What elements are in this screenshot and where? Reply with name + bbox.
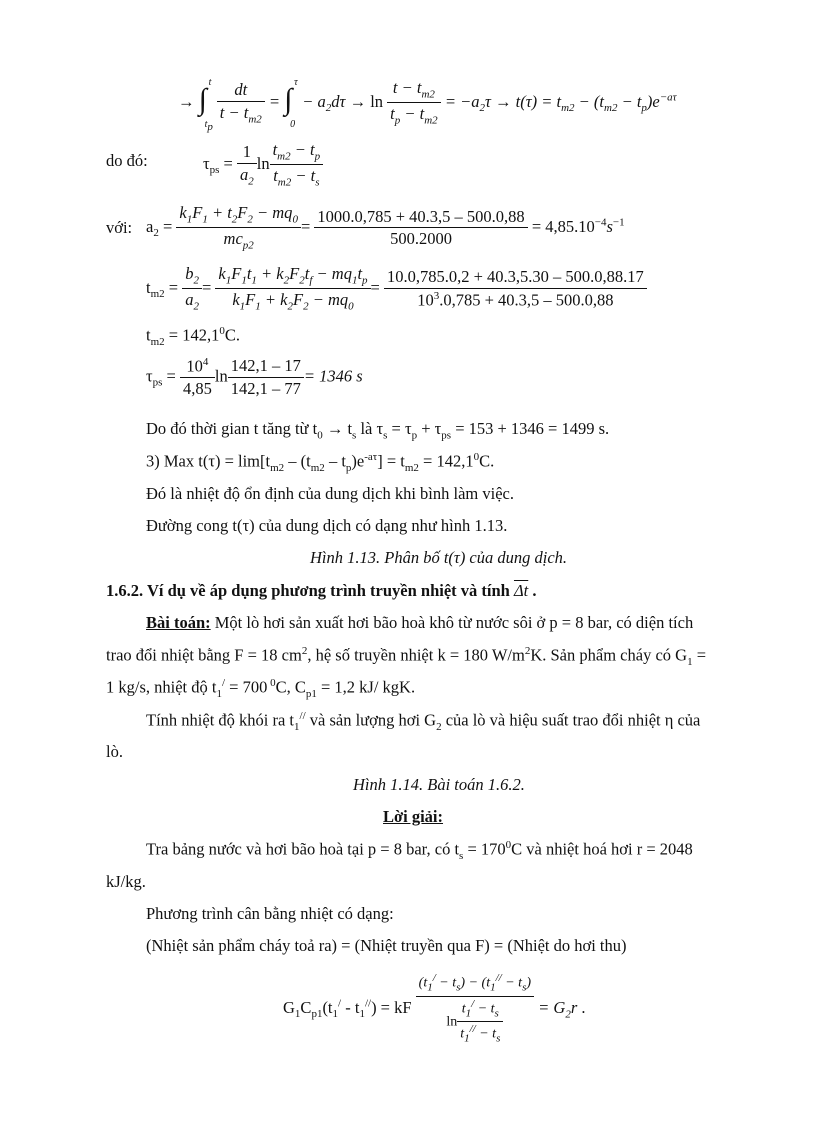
- problem-line-2: trao đổi nhiệt bằng F = 18 $cm^2$, hệ số truyền nhiệt k = 180 $W/m^2K$. Sản phẩm cháy có $G_1$ =: [106, 645, 706, 668]
- solution-heading: Lời giải:: [383, 807, 444, 826]
- p1-c: là τ: [360, 419, 384, 438]
- s1-c: C và nhiệt hoá hơi r = 2048: [511, 839, 693, 859]
- solution-line-1: Tra bảng nước và hơi bão hoà tại p = 8 bar, có $t_s = 170^0C$ và nhiệt hoá hơi r = 2048: [146, 839, 693, 862]
- prob2-b: , hệ số truyền nhiệt k = 180 W/m: [307, 645, 525, 665]
- p2-c: – t: [328, 451, 346, 471]
- a2-exponent: −4: [594, 216, 607, 229]
- caption-figure-1-13: Hình 1.13. Phân bố t(τ) của dung dịch.: [310, 548, 568, 567]
- ask1-a: Tính nhiệt độ khói ra t: [146, 710, 295, 730]
- a2-formula: $a_2$ = $\frac{k_1F_1 + t_2F_2 - mq_0}{mc_{p2}}$ = $\frac{1000.0,785 + 40.3,5 - 500.0,88}{500.2000}$ = $4,85.10^{-4}s^{-1}$: [146, 203, 625, 252]
- tps-num2: 142,1 – 17: [230, 356, 301, 376]
- prob2-d: =: [692, 645, 706, 665]
- tm2-denominator-wrap: $10^3.0,785 + 40.3,5 - 500.0,88$: [384, 288, 647, 310]
- ask1-c: của lò và hiệu suất trao đổi nhiệt η của: [441, 710, 701, 730]
- p2-f: = 142,1: [423, 451, 474, 471]
- ask1-b: và sản lượng hơi G: [305, 710, 437, 730]
- problem-line-3: 1 kg/s, nhiệt độ $t_1^/ = 700$ $^0$C, $C_{p1} = 1,2$ kJ/ kgK.: [106, 677, 416, 700]
- caption-figure-1-14: Hình 1.14. Bài toán 1.6.2.: [353, 775, 525, 794]
- a2-numerator: 1000.0,785 + 40.3,5 – 500.0,88: [317, 206, 525, 226]
- paragraph-curve: Đường cong t(τ) của dung dịch có dạng như hình 1.13.: [146, 516, 508, 535]
- solution-line-3: Phương trình cân bằng nhiệt có dạng:: [146, 904, 394, 923]
- tps-value: $\tau_{ps}$ = $\frac{10^4}{4,85}$ ln $\frac{142,1 - 17}{142,1 - 77}$ = 1346 s: [146, 356, 363, 399]
- text-voi: với:: [106, 218, 133, 237]
- tps-den2: 142,1 – 77: [228, 377, 304, 399]
- tm2-numerator: 10.0,785.0,2 + 40.3,5.30 – 500.0,88.17: [386, 267, 644, 287]
- text-do-do: do đó:: [106, 151, 148, 170]
- prob2-c: K. Sản phẩm cháy có G: [530, 645, 688, 665]
- tm2-value: $t_{m2} = 142,1^0C$.: [146, 325, 240, 348]
- tm2-denominator: .0,785 + 40.3,5 – 500.0,88: [439, 290, 614, 310]
- prob3-c: C, C: [275, 677, 306, 697]
- problem-line-1: [146, 613, 693, 633]
- solution-line-4: (Nhiệt sản phẩm cháy toả ra) = (Nhiệt truyền qua F) = (Nhiệt do hơi thu): [146, 936, 627, 955]
- problem-label: Bài toán:: [146, 613, 211, 632]
- tm2-number: = 142,1: [168, 325, 220, 345]
- tm2-formula: $t_{m2}$ = $\frac{b_2}{a_2}$ = $\frac{k_1F_1t_1 + k_2F_2t_f - mq_1t_p}{k_1F_1 + k_2F_2 - mq_0}$ = $\frac{10.0,785.0,2 + 40.3,5.30 - 500.0,88.17}{10^3.0,785 + 40.3,5 - 500.0,88}$: [146, 264, 647, 314]
- paragraph-time: Do đó thời gian t tăng từ $t_0 \to t_s$ là $\tau_s = \tau_p + \tau_{ps} = 153 + 1346 = 1499$ s.: [146, 419, 610, 442]
- s1-b: = 170: [463, 839, 506, 859]
- problem-text-1: Một lò hơi sản xuất hơi bão hoà khô từ nước sôi ở p = 8 bar, có diện tích: [210, 613, 694, 632]
- s1-a: Tra bảng nước và hơi bão hoà tại p = 8 bar, có t: [146, 839, 460, 859]
- prob3-d: = 1,2 kJ/ kgK.: [316, 677, 416, 697]
- tps-num1: 10: [186, 356, 203, 376]
- p1-d: = τ: [391, 419, 412, 438]
- integral-equation: → ∫ t $t_p$ $\frac{dt}{t - t_{m2}}$ = ∫ τ 0 − $a_2d\tau \to \ln$ $\frac{t - t_{m2}}{t_p - t_{m2}}$ = $-a_2\tau \to t(\tau) = t_{m2} - (t_{m2} - t_p)e^{-a\tau}$: [178, 76, 677, 133]
- tps-den1: 4,85: [180, 377, 215, 399]
- prob2-a: trao đổi nhiệt bằng F = 18 cm: [106, 645, 302, 665]
- p1-b: → t: [326, 419, 353, 438]
- p2-d: )e: [351, 451, 365, 471]
- p1-f: = 153 + 1346 = 1499 s.: [455, 419, 610, 438]
- prob3-b: = 700: [225, 677, 268, 697]
- p2-e: ] = t: [377, 451, 405, 471]
- p2-a: 3) Max t(τ) = lim[t: [146, 451, 271, 471]
- prob3-a: 1 kg/s, nhiệt độ t: [106, 677, 217, 697]
- p1-e: + τ: [421, 419, 442, 438]
- paragraph-stable: Đó là nhiệt độ ổn định của dung dịch khi bình làm việc.: [146, 484, 514, 503]
- tps-result: = 1346 s: [303, 366, 363, 386]
- p2-b: – (t: [288, 451, 311, 471]
- section-heading-1-6-2: 1.6.2. Ví dụ về áp dụng phương trình truyền nhiệt và tính $\overline{\Delta t}$ .: [106, 581, 537, 600]
- paragraph-max: 3) Max $t(\tau) = \lim[t_{m2} - (t_{m2} - t_p)e^{-a\tau}] = t_{m2} = 142,1^0C$.: [146, 451, 495, 474]
- heat-balance-equation: $G_1C_{p1}(t_1^/ - t_1^{//})$ = kF $(t_1^/ - t_s) - (t_1^{//} - t_s)$ ln $\frac{t_1^/ - t_s}{t_1^{//} - t_s}$ = $G_2r$ .: [283, 972, 586, 1045]
- heading-text: 1.6.2. Ví dụ về áp dụng phương trình truyền nhiệt và tính: [106, 581, 510, 600]
- tps-formula: $\tau_{ps}$ = $\frac{1}{a_2}$ ln $\frac{t_{m2} - t_p}{t_{m2} - t_s}$: [203, 140, 323, 190]
- ask-line-1: Tính nhiệt độ khói ra $t_1^{//}$ và sản lượng hơi $G_2$ của lò và hiệu suất trao đổi nhiệt η của: [146, 710, 701, 733]
- a2-denominator: 500.2000: [314, 227, 527, 249]
- p2-g: C.: [479, 451, 495, 471]
- p1-a: Do đó thời gian t tăng từ t: [146, 419, 318, 438]
- a2-result: = 4,85.10: [531, 216, 595, 236]
- tm2-unit: C.: [224, 325, 240, 345]
- ask-line-2: lò.: [106, 742, 123, 761]
- solution-line-2: kJ/kg.: [106, 872, 146, 891]
